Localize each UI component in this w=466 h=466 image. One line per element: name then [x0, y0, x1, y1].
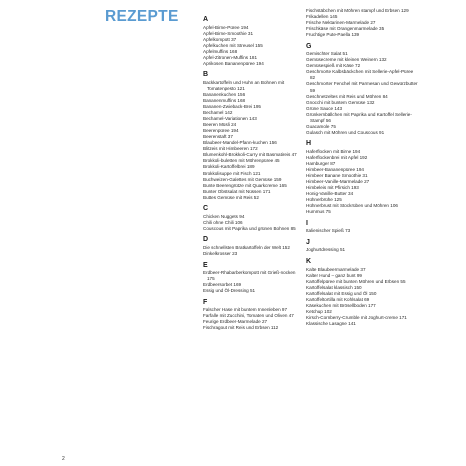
page-title: REZEPTE [105, 8, 179, 25]
recipe-entry: Apfelmuffins 168 [203, 48, 238, 54]
index-column-2 [306, 8, 418, 331]
recipe-entry: Kalte Blaubeermarmelade 37 [306, 266, 366, 272]
section-letter: B [203, 71, 209, 79]
recipe-entry: Erdbeersorbet 169 [203, 282, 242, 288]
recipe-entry: Chicken Nuggets 94 [203, 213, 245, 219]
recipe-entry: Kalter Hund – ganz bunt 99 [306, 272, 362, 278]
recipe-entry: Frikadellen 145 [306, 14, 338, 20]
recipe-entry: Joghurtdressing 51 [306, 247, 346, 253]
index-section [203, 299, 303, 332]
section-letter: I [306, 219, 308, 227]
recipe-entry: Hühnerbrust mit Stockrüben und Möhren 106 [306, 203, 398, 209]
section-letter: E [203, 261, 208, 269]
recipe-entry: Grünkernbällchen mit Paprika und Kartoffel Sellerie-Stampf 56 [306, 111, 412, 123]
recipe-entry: Italienischer Spieß 73 [306, 228, 351, 234]
recipe-entry: Frische Nektarinen-Marmelade 27 [306, 20, 376, 26]
recipe-entry: Kartoffelpüree mit bunten Möhren und Erbsen 55 [306, 278, 406, 284]
recipe-entry: Blaubeer-Mandel-Pfann-kuchen 156 [203, 140, 277, 146]
index-section [203, 262, 303, 295]
section-letter: K [306, 258, 312, 265]
recipe-entry: Himbeer-Bananenpüree 194 [306, 167, 364, 173]
recipe-entry: Beeren Müsli 24 [203, 122, 237, 128]
recipe-entry: Hamburger 87 [306, 160, 336, 166]
recipe-entry: Blitzeis mit Himbeeren 172 [203, 146, 258, 152]
recipe-entry: Bananenmuffins 168 [203, 97, 246, 103]
recipe-entry: Beerenpüree 194 [203, 128, 239, 134]
recipe-entry: Himbeleis mit Pfirsich 193 [306, 185, 359, 191]
recipe-entry: Erdbeer-Rhabarberkompott mit Grieß-nocken 175 [203, 270, 296, 282]
index-section [306, 43, 418, 136]
recipe-entry: Käsekuchen mit Brösellboden 177 [306, 302, 376, 308]
recipe-entry: Gemüsecreme mit kleinen Weinern 132 [306, 57, 387, 63]
recipe-entry: Apfelkuchen mit Streusel 155 [203, 42, 263, 48]
index-section [203, 205, 303, 232]
recipe-entry: Brokkoli-buletten mit Möhrenpüree 45 [203, 158, 280, 164]
recipe-entry: Backkartoffeln und Huhn an Bohnen mit Tomatenpesto 121 [203, 79, 285, 91]
section-letter: H [306, 140, 312, 148]
recipe-entry: Farfalle mit Zucchini, Tomaten und Oliven 47 [203, 313, 294, 319]
recipe-entry: Himbeer-Vanille-Marmelade 27 [306, 179, 370, 185]
recipe-entry: Guacamole 75 [306, 123, 336, 129]
recipe-entry: Buttes Gemüse mit Reis 52 [203, 194, 259, 200]
recipe-entry: Himbeer Banane Smoothie 31 [306, 173, 368, 179]
index-section [203, 16, 303, 67]
index-column-1 [203, 16, 303, 336]
recipe-entry: Brokkoli-Kartoffelbrei 189 [203, 164, 255, 170]
recipe-entry: Apfel-Birne-Smoothie 31 [203, 30, 254, 36]
recipe-entry: Kartoffeltortilla mit Kohlsalat 69 [306, 296, 370, 302]
index-section [306, 140, 418, 215]
recipe-entry: Fruchtige Pute-Paella 139 [306, 32, 360, 38]
recipe-entry: Klassische Lasagne 141 [306, 320, 356, 326]
recipe-entry: Apfel-Birne-Püree 194 [203, 24, 249, 30]
recipe-entry: Frischkäse mit Orangenmarmelade 35 [306, 26, 385, 32]
index-section [306, 239, 418, 254]
recipe-entry: Beerenstaft 37 [203, 134, 233, 140]
recipe-entry: Kartoffelsalat klassisch 150 [306, 284, 362, 290]
recipe-entry: Bunter Obstsalat mit Nüssen 171 [203, 188, 271, 194]
recipe-entry: Ketchup 102 [306, 308, 332, 314]
recipe-entry: Couscous mit Paprika und grünen Bohnen 85 [203, 225, 296, 231]
recipe-entry: Hummus 75 [306, 209, 331, 215]
recipe-entry: Dinkelkrosser 23 [203, 250, 238, 256]
recipe-entry: Haferflocken mit Birne 194 [306, 148, 361, 154]
recipe-entry: Haferflockenbrei mit Apfel 192 [306, 154, 368, 160]
section-letter: C [203, 205, 209, 213]
section-letter: J [306, 238, 310, 246]
recipe-entry: Blumenkohl-Brokkoli-Curry mit Basmatireis 47 [203, 152, 297, 158]
recipe-entry: Bechamel-Variationen 143 [203, 116, 257, 122]
index-section [203, 71, 303, 200]
section-letter: F [203, 298, 208, 306]
recipe-entry: Feurige Erdbeer-Marmelade 27 [203, 319, 268, 325]
recipe-entry: Essig und Öl-Dressing 51 [203, 288, 256, 294]
recipe-entry: Die schnellsten Bratkartoffeln der Welt 152 [203, 244, 290, 250]
recipe-entry: Gulasch mit Möhren und Couscous 91 [306, 129, 385, 135]
recipe-entry: Hühnerbrühe 125 [306, 197, 342, 203]
section-letter: G [306, 42, 312, 50]
recipe-entry: Grüne Sauce 143 [306, 105, 343, 111]
index-section [203, 236, 303, 257]
recipe-entry: Bananen-Zwieback-Brei 195 [203, 104, 261, 110]
recipe-entry: Gemüsespieß mit Käse 72 [306, 63, 361, 69]
recipe-entry: Geschmorter Fenchel mit Parmesan und Gewürzbutter 59 [306, 81, 418, 93]
index-section [306, 8, 418, 38]
section-letter: A [203, 16, 209, 23]
recipe-entry: Bananenkuchen 156 [203, 91, 246, 97]
recipe-entry: Gemischter Salat 51 [306, 51, 348, 57]
recipe-entry: Aprikosen Bananenpüree 194 [203, 60, 264, 66]
recipe-entry: Brokkolisuppe mit Fisch 121 [203, 170, 261, 176]
recipe-entry: Geschnetzeltes mit Reis und Möhren 84 [306, 93, 388, 99]
recipe-entry: Kirsch-Cornberry-Crumble mit Joghurt-creme 171 [306, 314, 407, 320]
index-section [306, 220, 418, 235]
recipe-entry: Falscher Hase mit buntem Innenleben 97 [203, 307, 288, 313]
recipe-entry: Buchweizen-Galettes mit Gemüse 159 [203, 176, 282, 182]
page-number: 2 [62, 456, 65, 462]
recipe-entry: Apfelkompott 37 [203, 36, 237, 42]
recipe-entry: Apfel-Zitronen-Muffins 181 [203, 54, 258, 60]
recipe-entry: Gnocchi mit buntem Gemüse 132 [306, 99, 375, 105]
recipe-entry: Geschmorte Kalbsbäckchen mit Sellerie-Apfel-Püree 82 [306, 69, 414, 81]
index-section [306, 258, 418, 327]
recipe-entry: Chili ohne Chili 106 [203, 219, 243, 225]
recipe-entry: Bechamel 142 [203, 110, 233, 116]
recipe-entry: Fischragout mit Reis und Erbsen 112 [203, 325, 279, 331]
recipe-entry: Honig-Vanille-Butter 34 [306, 191, 354, 197]
recipe-entry: Fischstäbchen mit Möhren stampf und Erbsen 129 [306, 8, 409, 13]
recipe-entry: Kartoffelsalat mit Essig und Öl 150 [306, 290, 377, 296]
recipe-entry: Bunte Beerengrütze mit Quarkcreme 165 [203, 182, 287, 188]
section-letter: D [203, 236, 209, 244]
